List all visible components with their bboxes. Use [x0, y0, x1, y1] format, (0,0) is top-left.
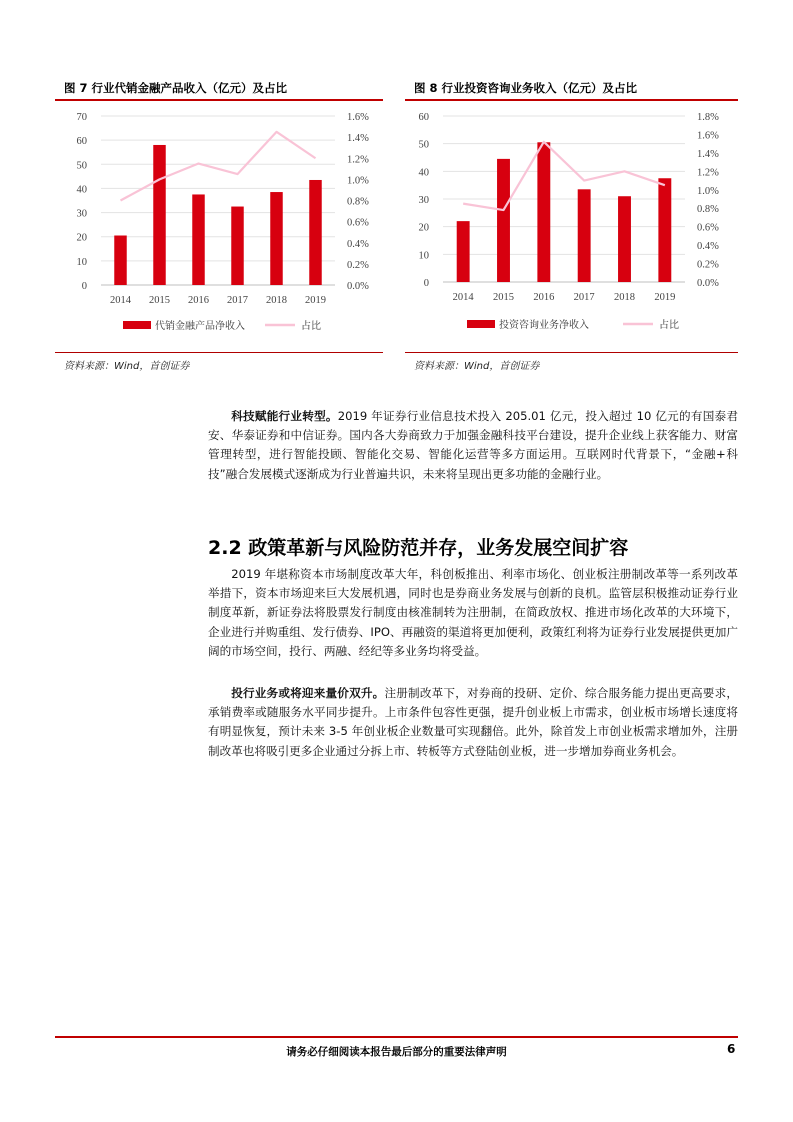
y-left-tick-label: 60: [76, 136, 87, 148]
paragraph-ib-text: 注册制改革下，对券商的投研、定价、综合服务能力提出更高要求，承销费率或随服务水平同步提升。上市条件包容性更强，提升创业板上市需求，创业板市场增长速度将有明显恢复，预计未来 3-5 年创业板企业数量可实现翻倍。此外，除首发上市创业板需求增加外，注册制改革也将吸引更多企业通过分拆上市、转板等方式登陆创业板，进一步增加券商业务机会。: [208, 686, 738, 758]
x-tick-label: 2019: [654, 292, 676, 303]
y-left-tick-label: 0: [423, 278, 429, 289]
bar: [457, 221, 470, 282]
y-right-tick-label: 0.8%: [697, 204, 719, 216]
y-left-tick-label: 40: [76, 184, 87, 196]
y-right-tick-label: 0.6%: [697, 222, 719, 234]
paragraph-ib-lead: 投行业务或将迎来量价双升。: [231, 686, 385, 700]
y-right-tick-label: 0.8%: [347, 196, 369, 208]
y-right-tick-label: 0.4%: [697, 241, 719, 253]
bar: [114, 236, 126, 285]
figure-8-source-rule: [405, 352, 738, 353]
y-right-tick-label: 0.6%: [347, 217, 369, 229]
paragraph-investment-banking: [208, 684, 738, 761]
y-left-tick-label: 40: [418, 167, 429, 179]
y-left-tick-label: 50: [418, 139, 429, 151]
paragraph-fintech: [208, 407, 738, 484]
section-heading: 2.2 政策革新与风险防范并存，业务发展空间扩容: [208, 537, 629, 559]
x-tick-label: 2019: [305, 295, 326, 306]
y-right-tick-label: 0.2%: [347, 259, 369, 271]
figure-8-source: 资料来源：Wind，首创证券: [414, 361, 540, 372]
figure-7-title-rule: [55, 99, 383, 101]
y-right-tick-label: 1.2%: [347, 154, 369, 166]
chart-8: [405, 104, 738, 344]
y-right-tick-label: 1.2%: [697, 167, 719, 179]
paragraph-policy: 2019 年堪称资本市场制度改革大年，科创板推出、利率市场化、创业板注册制改革等一系列改革举措下，资本市场迎来巨大发展机遇，同时也是券商业务发展与创新的良机。监管层积极推动证券行业制度革新，新证券法将股票发行制度由核准制转为注册制，在简政放权、推进市场化改革的大环境下，企业进行并购重组、发行债券、IPO、再融资的渠道将更加便利，政策红利将为证券行业发展提供更加广阔的市场空间，投行、两融、经纪等多业务均将受益。: [208, 567, 738, 658]
y-right-tick-label: 0.4%: [347, 238, 369, 250]
x-tick-label: 2014: [452, 292, 474, 303]
x-tick-label: 2016: [533, 292, 555, 303]
figure-8-title: 图 8 行业投资咨询业务收入（亿元）及占比: [414, 81, 638, 95]
bar: [270, 192, 282, 285]
y-right-tick-label: 0.0%: [347, 281, 369, 292]
bar: [153, 145, 165, 285]
bar: [537, 142, 550, 282]
y-right-tick-label: 0.0%: [697, 278, 719, 289]
y-right-tick-label: 1.6%: [697, 130, 719, 142]
figure-7-title: 图 7 行业代销金融产品收入（亿元）及占比: [64, 81, 288, 95]
x-tick-label: 2015: [149, 295, 170, 306]
y-left-tick-label: 20: [418, 222, 429, 234]
x-tick-label: 2016: [188, 295, 209, 306]
paragraph-fintech-text: 2019 年证券行业信息技术投入 205.01 亿元，投入超过 10 亿元的有国泰君安、华泰证券和中信证券。国内各大券商致力于加强金融科技平台建设，提升企业线上获客能力、财富管理转型，进行智能投顾、智能化交易、智能化运营等多方面运用。互联网时代背景下，“金融+科技”融合发展模式逐渐成为行业普遍共识，未来将呈现出更多功能的金融行业。: [208, 409, 738, 481]
y-right-tick-label: 0.2%: [697, 259, 719, 271]
bar: [658, 178, 671, 282]
x-tick-label: 2017: [573, 292, 595, 303]
y-left-tick-label: 0: [81, 281, 87, 292]
y-left-tick-label: 30: [76, 208, 87, 220]
paragraph-fintech-lead: 科技赋能行业转型。: [231, 409, 338, 423]
line-series-share: [463, 142, 665, 210]
bar: [309, 180, 321, 285]
y-right-tick-label: 1.0%: [347, 175, 369, 187]
bar: [618, 196, 631, 282]
y-left-tick-label: 70: [76, 112, 87, 123]
page-number: 6: [727, 1042, 736, 1056]
chart-7: [55, 104, 385, 344]
chart-8-plot: [419, 112, 720, 331]
y-left-tick-label: 50: [76, 160, 87, 172]
bar: [578, 189, 591, 282]
y-left-tick-label: 20: [76, 232, 87, 244]
bar: [192, 194, 204, 285]
y-left-tick-label: 60: [418, 112, 429, 123]
y-right-tick-label: 1.6%: [347, 112, 369, 123]
y-left-tick-label: 10: [76, 256, 87, 268]
legend-bar-label: 代销金融产品净收入: [155, 321, 245, 332]
bar: [231, 207, 243, 285]
figure-7-source-rule: [55, 352, 383, 353]
legend-line-label: 占比: [301, 321, 321, 332]
y-left-tick-label: 30: [418, 195, 429, 206]
bar: [497, 159, 510, 282]
legend-bar-label: 投资咨询业务净收入: [499, 320, 589, 331]
y-right-tick-label: 1.4%: [697, 148, 719, 160]
figure-7-source: 资料来源：Wind，首创证券: [64, 361, 190, 372]
y-left-tick-label: 10: [418, 250, 429, 262]
figure-8-title-rule: [405, 99, 738, 101]
line-series-share: [121, 132, 316, 201]
x-tick-label: 2017: [227, 295, 248, 306]
legend-line-label: 占比: [659, 320, 679, 331]
chart-7-plot: [77, 112, 370, 332]
y-right-tick-label: 1.4%: [347, 133, 369, 145]
x-tick-label: 2018: [266, 295, 287, 306]
footer-disclaimer: 请务必仔细阅读本报告最后部分的重要法律声明: [286, 1046, 507, 1058]
x-tick-label: 2018: [614, 292, 635, 303]
y-right-tick-label: 1.0%: [697, 185, 719, 197]
x-tick-label: 2014: [110, 295, 131, 306]
legend-bar-swatch: [123, 321, 151, 329]
y-right-tick-label: 1.8%: [697, 112, 719, 123]
x-tick-label: 2015: [493, 292, 514, 303]
footer-rule: [55, 1036, 738, 1038]
legend-bar-swatch: [467, 320, 495, 328]
